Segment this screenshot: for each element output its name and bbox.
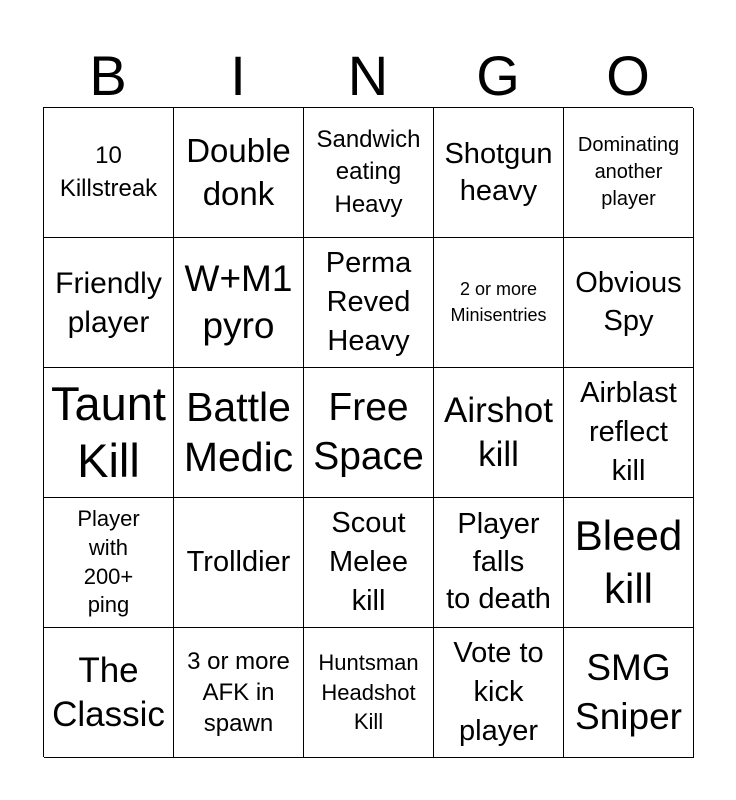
bingo-cell-text: Airshot kill xyxy=(444,390,553,474)
bingo-cell[interactable] xyxy=(564,108,694,238)
bingo-cell[interactable] xyxy=(564,628,694,758)
bingo-cell[interactable] xyxy=(304,108,434,238)
bingo-cell-text: Shotgun heavy xyxy=(444,138,553,207)
bingo-cell-text: The Classic xyxy=(52,650,165,734)
bingo-cell[interactable] xyxy=(564,238,694,368)
header-letter-n: N xyxy=(347,44,389,107)
bingo-cell-text: Battle Medic xyxy=(183,384,294,480)
bingo-cell-text: 10 Killstreak xyxy=(59,142,158,202)
bingo-cell-text: 3 or more AFK in spawn xyxy=(187,647,290,738)
bingo-cell[interactable] xyxy=(304,368,434,498)
bingo-cell[interactable] xyxy=(304,628,434,758)
bingo-header xyxy=(43,44,693,108)
bingo-cell-text: Sandwich eating Heavy xyxy=(316,125,421,218)
bingo-cell[interactable] xyxy=(174,108,304,238)
header-letter-b: B xyxy=(89,44,127,107)
bingo-cell-text: Airblast reflect kill xyxy=(580,376,677,488)
bingo-cell-text: Scout Melee kill xyxy=(329,506,408,618)
bingo-grid xyxy=(43,107,693,757)
bingo-cell[interactable] xyxy=(564,498,694,628)
header-letter-i: I xyxy=(230,44,246,107)
bingo-cell-text: Huntsman Headshot Kill xyxy=(318,649,419,735)
bingo-cell[interactable] xyxy=(434,498,564,628)
bingo-cell-text: Dominating another player xyxy=(577,134,680,210)
bingo-cell[interactable] xyxy=(174,498,304,628)
bingo-cell-text: 2 or more Minisentries xyxy=(450,279,547,325)
bingo-cell[interactable] xyxy=(304,498,434,628)
bingo-cell-text: Taunt Kill xyxy=(51,377,166,487)
bingo-cell-text: Player with 200+ ping xyxy=(77,506,140,618)
bingo-cell[interactable] xyxy=(174,628,304,758)
bingo-cell[interactable] xyxy=(44,368,174,498)
bingo-cell[interactable] xyxy=(434,238,564,368)
bingo-cell[interactable] xyxy=(44,238,174,368)
bingo-cell-text: Player falls to death xyxy=(446,507,551,616)
bingo-cell[interactable] xyxy=(304,238,434,368)
bingo-cell-text: Free Space xyxy=(313,385,424,478)
bingo-cell[interactable] xyxy=(564,368,694,498)
bingo-cell[interactable] xyxy=(44,108,174,238)
bingo-cell-text: Double donk xyxy=(186,131,291,212)
bingo-cell[interactable] xyxy=(434,108,564,238)
bingo-cell-text: Perma Reved Heavy xyxy=(325,246,412,358)
bingo-cell[interactable] xyxy=(434,368,564,498)
header-letter-g: G xyxy=(476,44,520,107)
bingo-cell-text: Vote to kick player xyxy=(453,636,544,748)
bingo-cell[interactable] xyxy=(434,628,564,758)
bingo-cell-text: Bleed kill xyxy=(574,512,683,612)
bingo-cell[interactable] xyxy=(174,238,304,368)
bingo-cell-text: Obvious Spy xyxy=(575,266,682,337)
bingo-cell[interactable] xyxy=(44,628,174,758)
bingo-cell[interactable] xyxy=(44,498,174,628)
bingo-cell-text: Trolldier xyxy=(186,546,291,579)
bingo-cell-text: W+M1 pyro xyxy=(184,258,293,346)
bingo-cell-text: SMG Sniper xyxy=(575,647,682,737)
bingo-cell-text: Friendly player xyxy=(55,266,162,339)
header-letter-o: O xyxy=(606,44,650,107)
bingo-cell[interactable] xyxy=(174,368,304,498)
